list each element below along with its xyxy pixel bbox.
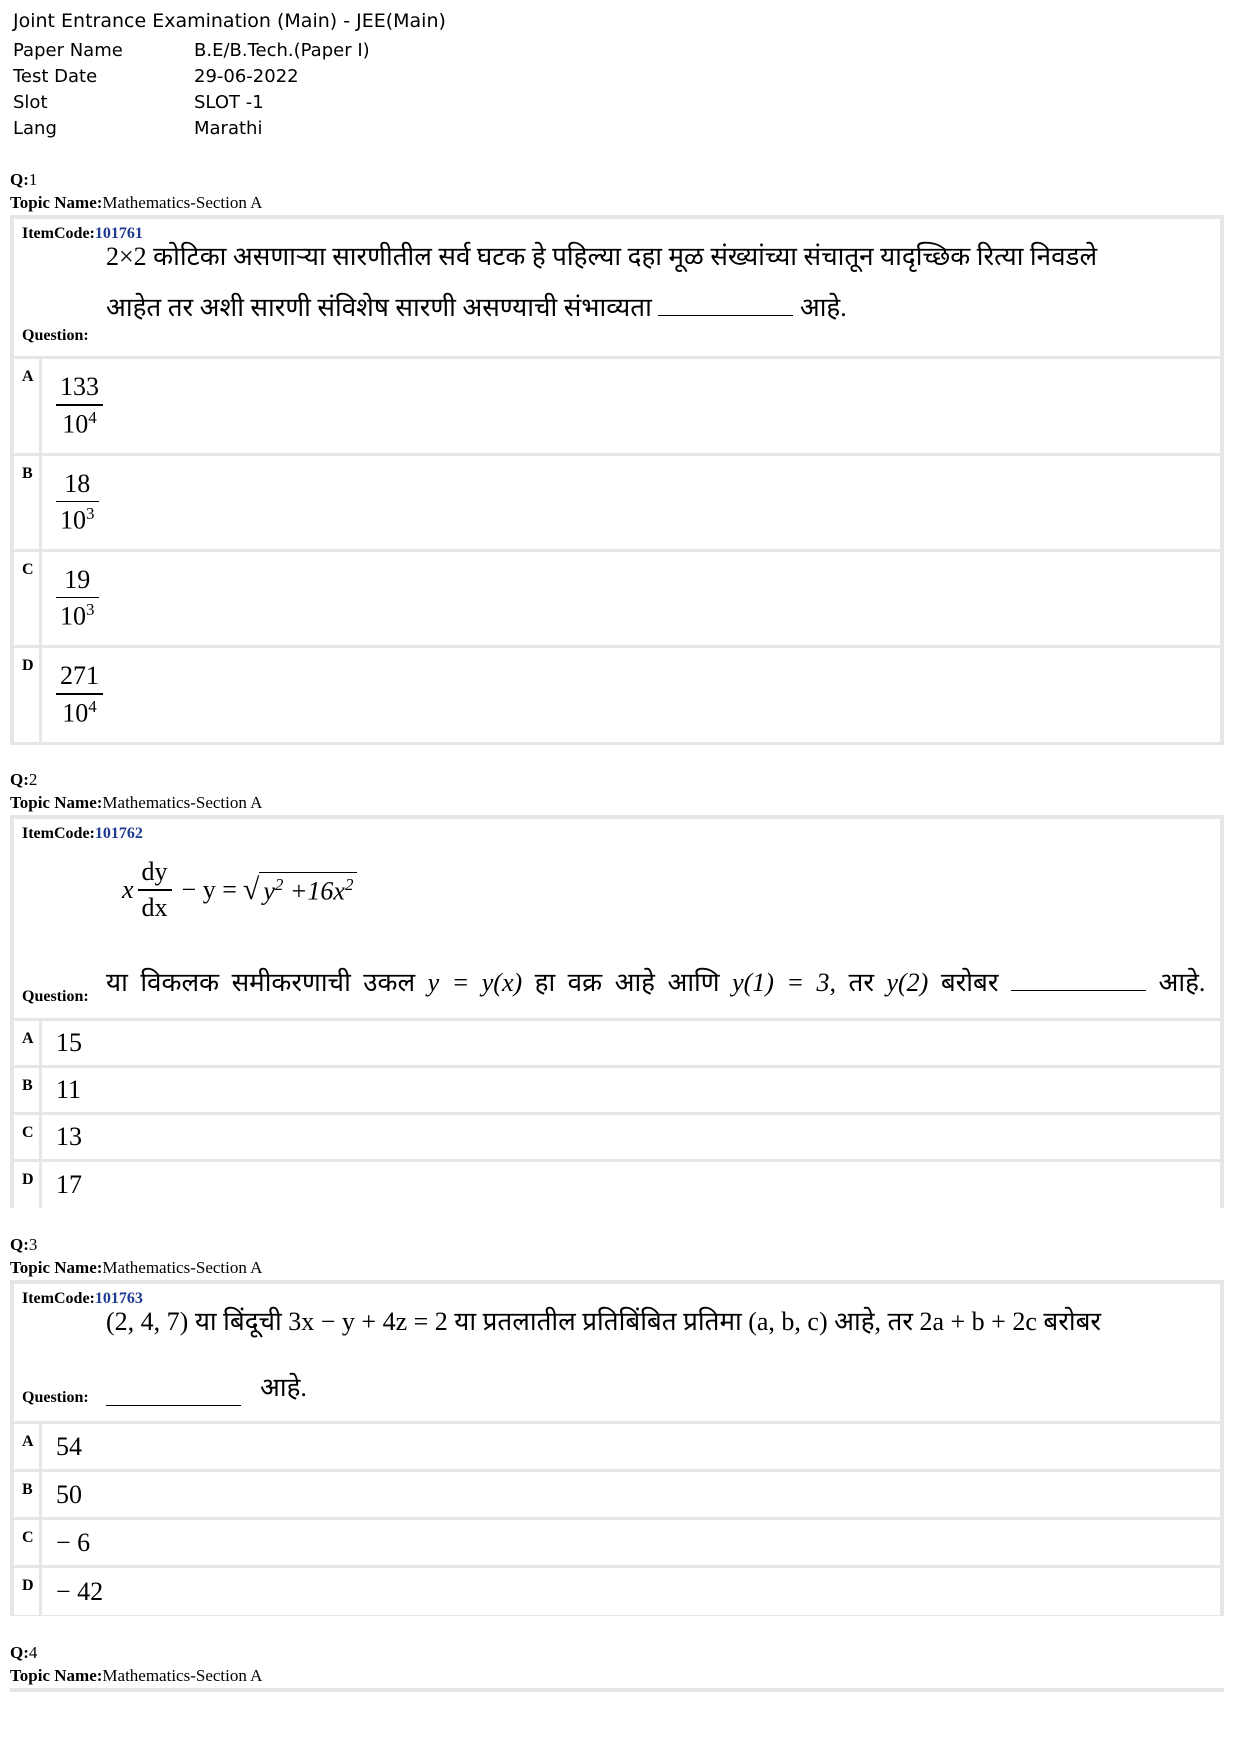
answer-blank <box>106 1385 241 1406</box>
option-row[interactable] <box>14 1162 1220 1208</box>
question-text: या विकलक समीकरणाची उकल y = y(x) हा वक्र आहे आणि y(1) = 3, तर y(2) बरोबर आहे. <box>106 968 1206 997</box>
option-row[interactable] <box>14 1021 1220 1065</box>
meta-row <box>13 40 370 66</box>
option-row[interactable] <box>14 1424 1220 1469</box>
option-letter: D <box>14 1162 42 1208</box>
meta-row <box>13 66 370 92</box>
option-letter: A <box>14 359 42 453</box>
option-row[interactable] <box>14 456 1220 549</box>
question-cell <box>14 819 1220 1018</box>
option-value: 11 <box>56 1075 82 1104</box>
option-value: − 42 <box>56 1576 104 1606</box>
option-row[interactable] <box>14 648 1220 742</box>
meta-value: Marathi <box>194 118 263 139</box>
question-number: Q:4 <box>10 1643 38 1662</box>
question-number: Q:2 <box>10 770 38 789</box>
item-code: ItemCode:101761 <box>22 225 143 242</box>
question-cell <box>14 1284 1220 1421</box>
differential-equation: x $\frac{dy}{dx}$ − y = √ $y^2 +16x^2$ <box>122 857 357 923</box>
option-value: 50 <box>56 1479 82 1509</box>
meta-row <box>13 92 370 118</box>
question-text: 2×2 कोटिका असणाऱ्या सारणीतील सर्व घटक हे पहिल्या दहा मूळ संख्यांच्या संचातून यादृच्छिक रित्या निवडले आहेत तर अशी सारणी संविशेष सारणी असण्याची संभाव्यता आहे. <box>106 242 1098 322</box>
exam-title: Joint Entrance Examination (Main) - JEE(Main) <box>13 10 446 32</box>
option-fraction: $\frac{18}{10^3}$ <box>56 469 99 536</box>
meta-value: SLOT -1 <box>194 92 264 113</box>
option-value: − 6 <box>56 1527 91 1557</box>
option-letter: D <box>14 1568 42 1615</box>
meta-key: Slot <box>13 92 48 113</box>
option-value: 17 <box>56 1170 82 1199</box>
question-label: Question: <box>22 1389 89 1406</box>
option-row[interactable] <box>14 1068 1220 1112</box>
option-letter: B <box>14 1472 42 1517</box>
question-number: Q:1 <box>10 170 38 189</box>
meta-key: Test Date <box>13 66 98 87</box>
question-label: Question: <box>22 327 89 344</box>
divider <box>10 1688 1224 1692</box>
option-letter: B <box>14 1068 42 1112</box>
topic-name: Topic Name:Mathematics-Section A <box>10 1666 263 1685</box>
topic-name: Topic Name:Mathematics-Section A <box>10 793 263 812</box>
question-label: Question: <box>22 988 89 1005</box>
option-letter: B <box>14 456 42 549</box>
option-row[interactable] <box>14 1520 1220 1565</box>
option-row[interactable] <box>14 1115 1220 1159</box>
option-fraction: $\frac{133}{10^4}$ <box>56 372 103 439</box>
meta-value: 29-06-2022 <box>194 66 299 87</box>
exam-meta-table <box>13 40 370 144</box>
option-value: 13 <box>56 1122 82 1151</box>
item-code: ItemCode:101762 <box>22 825 143 842</box>
option-letter: D <box>14 648 42 742</box>
option-row[interactable] <box>14 1472 1220 1517</box>
question-box-3 <box>10 1280 1224 1616</box>
question-text: (2, 4, 7) या बिंदूची 3x − y + 4z = 2 या प्रतलातील प्रतिबिंबित प्रतिमा (a, b, c) आहे, तर 2a + b + 2c बरोबर <box>106 1307 1102 1336</box>
topic-name: Topic Name:Mathematics-Section A <box>10 1258 263 1277</box>
answer-blank <box>1011 970 1146 991</box>
topic-name: Topic Name:Mathematics-Section A <box>10 193 263 212</box>
option-letter: C <box>14 1115 42 1159</box>
option-fraction: $\frac{19}{10^3}$ <box>56 565 99 632</box>
option-value: 54 <box>56 1431 82 1461</box>
option-fraction: $\frac{271}{10^4}$ <box>56 661 103 728</box>
meta-key: Lang <box>13 118 57 139</box>
meta-value: B.E/B.Tech.(Paper I) <box>194 40 370 61</box>
question-number: Q:3 <box>10 1235 38 1254</box>
item-code: ItemCode:101763 <box>22 1290 143 1307</box>
question-cell <box>14 219 1220 356</box>
option-row[interactable] <box>14 359 1220 453</box>
option-letter: A <box>14 1424 42 1469</box>
option-letter: C <box>14 1520 42 1565</box>
question-text-end: आहे. <box>260 1373 307 1402</box>
option-letter: A <box>14 1021 42 1065</box>
option-letter: C <box>14 552 42 645</box>
question-box-2 <box>10 815 1224 1208</box>
option-row[interactable] <box>14 552 1220 645</box>
meta-row <box>13 118 370 144</box>
option-value: 15 <box>56 1028 82 1057</box>
option-row[interactable] <box>14 1568 1220 1615</box>
meta-key: Paper Name <box>13 40 123 61</box>
question-box-1 <box>10 215 1224 745</box>
answer-blank <box>658 295 793 316</box>
